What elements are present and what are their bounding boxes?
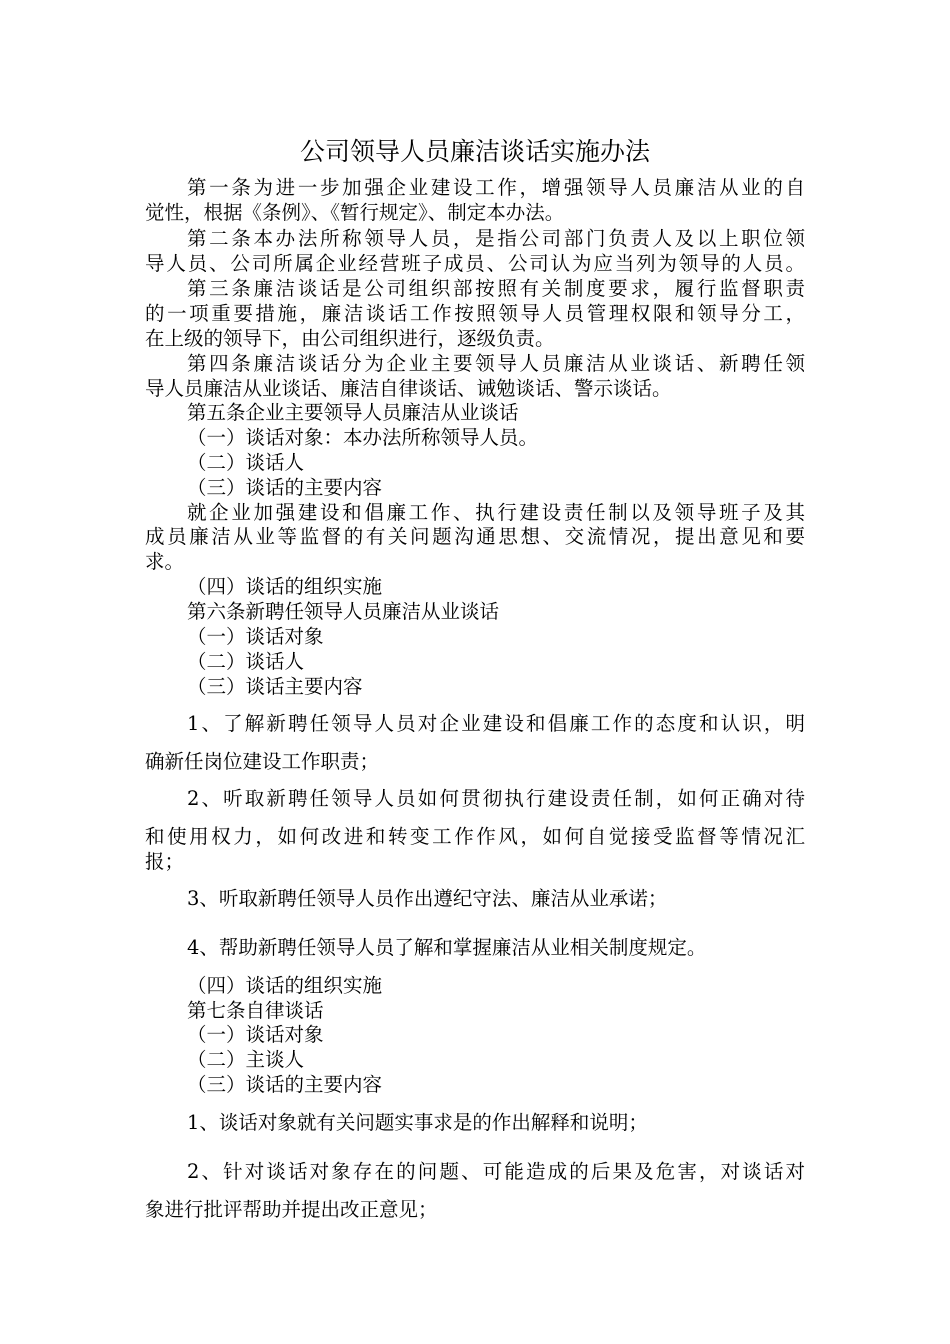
article-5-item-1: （一）谈话对象：本办法所称领导人员。: [187, 426, 539, 449]
article-6-point-3: 3、听取新聘任领导人员作出遵纪守法、廉洁从业承诺；: [187, 887, 668, 910]
article-7-point-1: 1、谈话对象就有关问题实事求是的作出解释和说明；: [187, 1111, 648, 1134]
article-4-line-2: 导人员廉洁从业谈话、廉洁自律谈话、诫勉谈话、警示谈话。: [145, 377, 672, 400]
article-5-heading: 第五条企业主要领导人员廉洁从业谈话: [187, 401, 519, 424]
article-3-line-1: 第三条廉洁谈话是公司组织部按照有关制度要求，履行监督职责: [187, 277, 805, 300]
article-6-item-2: （二）谈话人: [187, 650, 305, 673]
article-6-point-2-line-3: 报；: [145, 850, 185, 873]
article-7-item-1: （一）谈话对象: [187, 1023, 324, 1046]
article-7-item-2: （二）主谈人: [187, 1048, 305, 1071]
article-4-line-1: 第四条廉洁谈话分为企业主要领导人员廉洁从业谈话、新聘任领: [187, 352, 805, 375]
document-title: 公司领导人员廉洁谈话实施办法: [299, 137, 650, 166]
article-6-point-1-line-1: 1、了解新聘任领导人员对企业建设和倡廉工作的态度和认识，明: [187, 712, 805, 735]
article-1-line-2: 觉性，根据《条例》、《暂行规定》、制定本办法。: [145, 201, 565, 224]
article-7-item-3: （三）谈话的主要内容: [187, 1073, 383, 1096]
article-6-point-4: 4、帮助新聘任领导人员了解和掌握廉洁从业相关制度规定。: [187, 936, 707, 959]
article-2-line-2: 导人员、公司所属企业经营班子成员、公司认为应当列为领导的人员。: [145, 252, 805, 275]
article-6-item-4: （四）谈话的组织实施: [187, 974, 383, 997]
article-5-body-line-3: 求。: [145, 550, 185, 573]
article-7-point-2-line-1: 2、针对谈话对象存在的问题、可能造成的后果及危害，对谈话对: [187, 1160, 805, 1183]
article-1-line-1: 第一条为进一步加强企业建设工作，增强领导人员廉洁从业的自: [187, 176, 805, 199]
article-5-item-4: （四）谈话的组织实施: [187, 575, 383, 598]
article-5-body-line-2: 成员廉洁从业等监督的有关问题沟通思想、交流情况，提出意见和要: [145, 525, 805, 548]
article-5-item-2: （二）谈话人: [187, 451, 305, 474]
article-6-point-1-line-2: 确新任岗位建设工作职责；: [145, 750, 380, 773]
article-5-body-line-1: 就企业加强建设和倡廉工作、执行建设责任制以及领导班子及其: [187, 501, 805, 524]
article-5-item-3: （三）谈话的主要内容: [187, 476, 383, 499]
article-6-item-1: （一）谈话对象: [187, 625, 324, 648]
article-6-heading: 第六条新聘任领导人员廉洁从业谈话: [187, 600, 500, 623]
article-3-line-3: 在上级的领导下，由公司组织进行，逐级负责。: [145, 327, 555, 350]
article-6-point-2-line-2: 和使用权力，如何改进和转变工作作风，如何自觉接受监督等情况汇: [145, 825, 805, 848]
article-6-item-3: （三）谈话主要内容: [187, 675, 363, 698]
article-7-point-2-line-2: 象进行批评帮助并提出改正意见；: [145, 1198, 438, 1221]
article-6-point-2-line-1: 2、听取新聘任领导人员如何贯彻执行建设责任制，如何正确对待: [187, 787, 805, 810]
article-7-heading: 第七条自律谈话: [187, 999, 324, 1022]
article-3-line-2: 的一项重要措施，廉洁谈话工作按照领导人员管理权限和领导分工，: [145, 302, 805, 325]
article-2-line-1: 第二条本办法所称领导人员，是指公司部门负责人及以上职位领: [187, 227, 805, 250]
